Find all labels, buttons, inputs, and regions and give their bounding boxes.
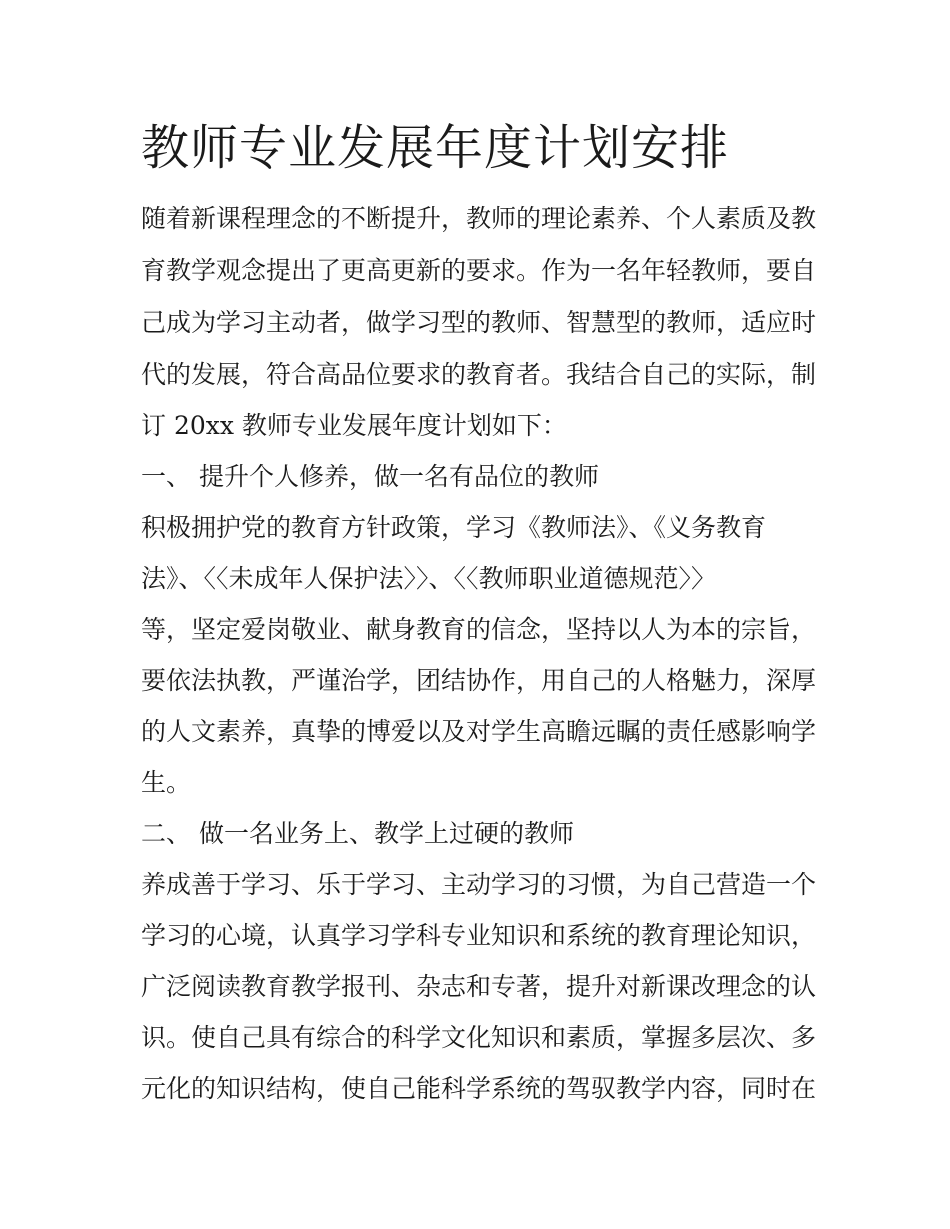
body-line-14: 养成善于学习、乐于学习、主动学习的习惯，为自己营造一个 bbox=[141, 870, 817, 899]
body-line-15: 学习的心境，认真学习学科专业知识和系统的教育理论知识， bbox=[141, 921, 817, 950]
body-line-9: 等，坚定爱岗敬业、献身教育的信念，坚持以人为本的宗旨， bbox=[141, 615, 817, 644]
body-line-11: 的人文素养，真挚的博爱以及对学生高瞻远瞩的责任感影响学 bbox=[141, 717, 817, 746]
body-line-4: 代的发展，符合高品位要求的教育者。我结合自己的实际，制 bbox=[141, 360, 817, 389]
section-heading-2: 二、 做一名业务上、教学上过硬的教师 bbox=[141, 819, 574, 848]
body-line-16: 广泛阅读教育教学报刊、杂志和专著，提升对新课改理念的认 bbox=[141, 972, 817, 1001]
body-line-10: 要依法执教，严谨治学，团结协作，用自己的人格魅力，深厚 bbox=[141, 666, 817, 695]
body-line-5: 订 20xx 教师专业发展年度计划如下： bbox=[141, 411, 567, 440]
body-line-18: 元化的知识结构，使自己能科学系统的驾驭教学内容，同时在 bbox=[141, 1074, 817, 1103]
body-line-8: 法》、〈〈未成年人保护法〉〉、〈〈教师职业道德规范〉〉 bbox=[141, 564, 717, 593]
body-line-17: 识。使自己具有综合的科学文化知识和素质，掌握多层次、多 bbox=[141, 1023, 817, 1052]
document-title: 教师专业发展年度计划安排 bbox=[141, 120, 730, 176]
body-line-2: 育教学观念提出了更高更新的要求。作为一名年轻教师，要自 bbox=[141, 256, 817, 285]
body-line-3: 己成为学习主动者，做学习型的教师、智慧型的教师，适应时 bbox=[141, 308, 817, 337]
section-heading-1: 一、 提升个人修养，做一名有品位的教师 bbox=[141, 462, 599, 491]
body-line-7: 积极拥护党的教育方针政策，学习《教师法》、《义务教育 bbox=[141, 513, 767, 542]
body-line-1: 随着新课程理念的不断提升，教师的理论素养、个人素质及教 bbox=[141, 204, 817, 233]
body-line-12: 生。 bbox=[141, 768, 192, 797]
